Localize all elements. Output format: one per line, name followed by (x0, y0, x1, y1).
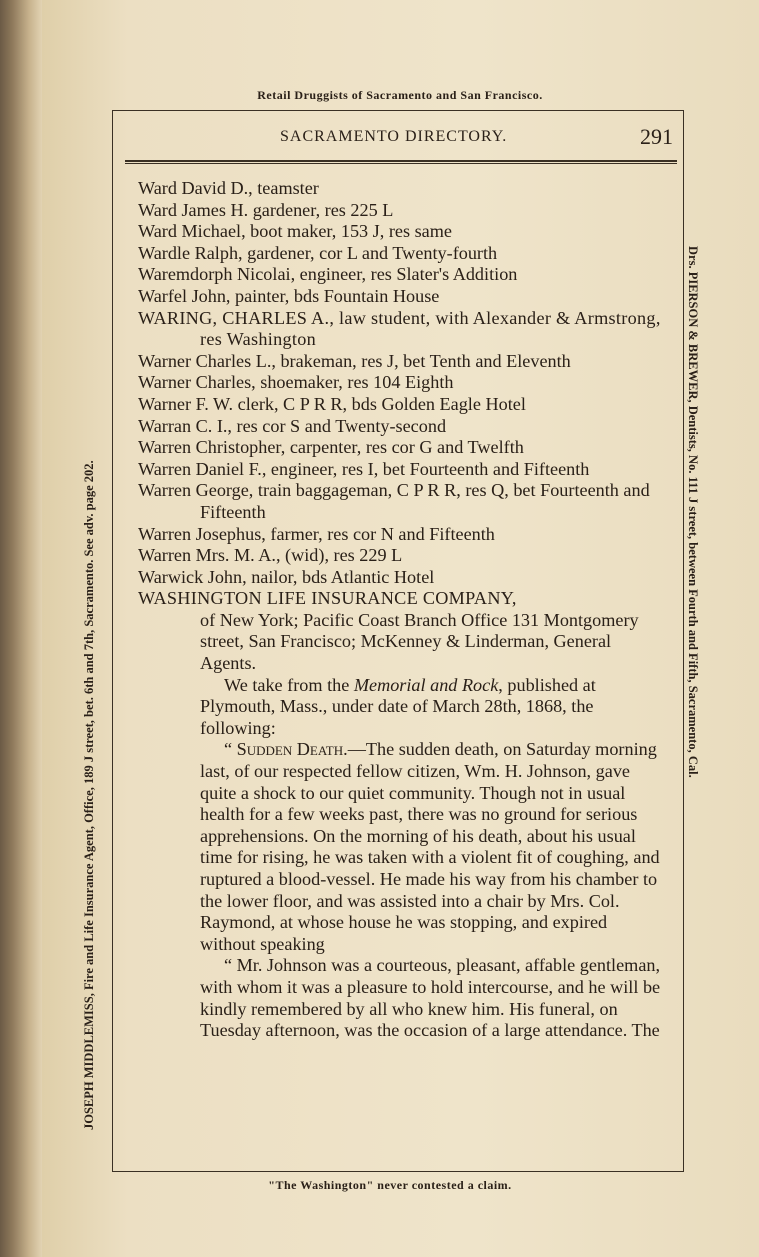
directory-entry: WARING, CHARLES A., law student, with Alexander & Armstrong, res Washington (138, 307, 661, 350)
directory-entry: Ward Michael, boot maker, 153 J, res same (138, 221, 452, 242)
right-margin-advertisement: Drs. PIERSON & BREWER, Dentists, No. 111 J street, between Fourth and Fifth, Sacramento, Cal. (686, 246, 700, 778)
header-rule-thin (125, 163, 677, 164)
directory-entry: Warfel John, painter, bds Fountain House (138, 285, 440, 306)
quote-paragraph-1 (200, 739, 663, 955)
intro-text: We take from the (224, 674, 354, 695)
company-intro (200, 675, 663, 740)
directory-entry: Warren Daniel F., engineer, res I, bet Fourteenth and Fifteenth (138, 458, 590, 479)
header-rule (125, 160, 677, 162)
running-title: SACRAMENTO DIRECTORY. (280, 128, 508, 145)
newspaper-title: Memorial and Rock (353, 674, 499, 695)
company-listing (138, 588, 663, 1041)
directory-entry: Warren George, train baggageman, C P R R, res Q, bet Fourteenth and Fifteenth (138, 480, 650, 522)
top-advertisement: Retail Druggists of Sacramento and San Francisco. (257, 88, 543, 102)
directory-entry: Ward James H. gardener, res 225 L (138, 199, 394, 220)
quote-paragraph-2: “ Mr. Johnson was a courteous, pleasant, affable gentleman, with whom it was a pleasure to hold intercourse, and he will be kindly remembered by all who knew him. His funeral, on Tuesday afternoon, was the occasion of a large attendance. The (200, 955, 661, 1041)
directory-entry: Warner Charles, shoemaker, res 104 Eighth (138, 372, 454, 393)
company-details: of New York; Pacific Coast Branch Office 131 Montgomery street, San Francisco; McKenney & Linderman, General Agents. (200, 609, 639, 674)
directory-entry: Warren Mrs. M. A., (wid), res 229 L (138, 545, 403, 566)
quote-body: —The sudden death, on Saturday morning last, of our respected fellow citizen, Wm. H. Johnson, gave quite a shock to our quiet community. Though not in usual health for a few weeks past, there was no ground for serious apprehensions. On the morning of his death, about his usual time for rising, he was taken with a violent fit of coughing, and ruptured a blood-vessel. He made his way from his chamber to the lower floor, and was assisted into a chair by Mrs. Col. Raymond, at whose house he was stopping, and expired without speaking (200, 739, 660, 954)
left-margin-advertisement: JOSEPH MIDDLEMISS, Fire and Life Insurance Agent, Office, 189 J street, bet. 6th and 7th, Sacramento. See adv. page 202. (82, 460, 96, 1130)
company-details-block (138, 610, 663, 1042)
directory-entry: Warran C. I., res cor S and Twenty-second (138, 415, 447, 436)
intro-text-end: , published at Plymouth, Mass., under date of March 28th, 1868, the following: (200, 674, 596, 738)
directory-listing (138, 178, 663, 1042)
bottom-advertisement: "The Washington" never contested a claim. (268, 1178, 512, 1192)
quote-heading: “ Sudden Death. (224, 739, 348, 760)
company-name: WASHINGTON LIFE INSURANCE COMPANY, (138, 588, 517, 609)
page-number: 291 (640, 124, 673, 149)
directory-entry: Waremdorph Nicolai, engineer, res Slater's Addition (138, 264, 518, 285)
directory-entry: Wardle Ralph, gardener, cor L and Twenty-fourth (138, 242, 498, 263)
book-spine-shadow (0, 0, 42, 1257)
directory-entry: Warner F. W. clerk, C P R R, bds Golden Eagle Hotel (138, 393, 526, 414)
directory-entry: Warner Charles L., brakeman, res J, bet Tenth and Eleventh (138, 350, 571, 371)
directory-entry: Warren Christopher, carpenter, res cor G and Twelfth (138, 437, 524, 458)
directory-entry: Warren Josephus, farmer, res cor N and Fifteenth (138, 523, 495, 544)
directory-entry: Warwick John, nailor, bds Atlantic Hotel (138, 566, 435, 587)
directory-entry: Ward David D., teamster (138, 178, 319, 198)
